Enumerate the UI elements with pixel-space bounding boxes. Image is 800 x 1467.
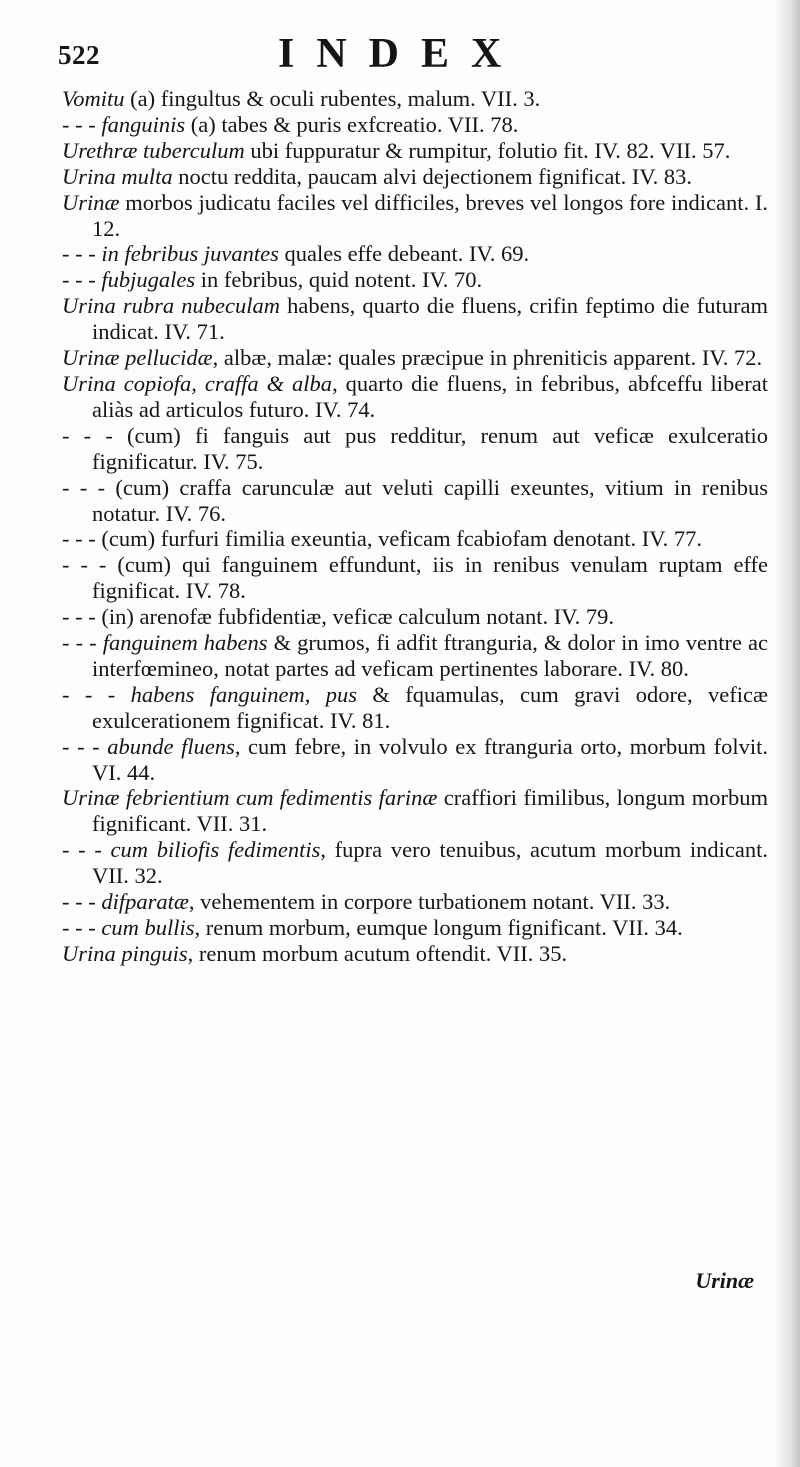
index-entry xyxy=(62,112,768,138)
index-entry xyxy=(62,164,768,190)
entry-head: Urina rubra nubeculam xyxy=(62,293,280,319)
index-entries xyxy=(62,86,768,967)
entry-head: - - - cum biliofis fedimentis xyxy=(62,837,321,863)
index-entry xyxy=(62,138,768,164)
index-entry xyxy=(62,889,768,915)
page-edge-shadow xyxy=(774,0,800,1467)
entry-text: (cum) furfuri fimilia exeuntia, veficam fcabiofam denotant. IV. 77. xyxy=(95,526,702,552)
entry-head: - - - difparatæ xyxy=(62,889,189,915)
index-entry xyxy=(62,734,768,786)
entry-text: (a) tabes & puris exfcreatio. VII. 78. xyxy=(185,111,519,137)
index-entry xyxy=(62,86,768,112)
entry-head: - - - xyxy=(62,552,107,578)
entry-text: quales effe debeant. IV. 69. xyxy=(278,241,530,267)
entry-head: Urinæ pellucidæ xyxy=(62,345,213,371)
index-entry xyxy=(62,190,768,242)
catchword: Urinæ xyxy=(695,1268,754,1293)
entry-text: , quarto die fluens, in febribus, abfceffu liberat aliàs ad articulos futuro. IV. 74. xyxy=(92,370,769,422)
entry-head: Urinæ xyxy=(62,189,120,215)
entry-text: (cum) qui fanguinem effundunt, iis in renibus venulam ruptam effe fignificat. IV. 78. xyxy=(92,552,768,604)
entry-head: - - - xyxy=(62,604,96,630)
entry-text: ubi fuppuratur & rumpitur, folutio fit. IV. 82. VII. 57. xyxy=(244,137,731,163)
index-entry xyxy=(62,526,768,552)
entry-text: & grumos, fi adfit ftranguria, & dolor in imo ventre ac interfœmineo, notat partes ad veficam pertinentes laborare. IV. 80. xyxy=(92,630,768,681)
index-entry xyxy=(62,941,768,967)
entry-text: (a) fingultus & oculi rubentes, malum. VII. 3. xyxy=(124,86,541,111)
entry-text: morbos judicatu faciles vel difficiles, breves vel longos fore indicant. I. 12. xyxy=(92,189,768,241)
index-entry xyxy=(62,345,768,371)
entry-head: - - - habens fanguinem, pus xyxy=(62,681,358,707)
index-entry xyxy=(62,785,768,837)
index-entry xyxy=(62,267,768,293)
page-number: 522 xyxy=(58,40,100,70)
index-entry xyxy=(62,682,768,734)
entry-text: , fupra vero tenuibus, acutum morbum indicant. VII. 32. xyxy=(92,837,768,889)
entry-text: , renum morbum, eumque longum fignificant. VII. 34. xyxy=(194,915,683,940)
entry-text: , vehementem in corpore turbationem notant. VII. 33. xyxy=(188,889,671,915)
entry-head: - - - fubjugales xyxy=(62,267,196,293)
entry-text: , renum morbum acutum oftendit. VII. 35. xyxy=(187,940,568,966)
index-entry xyxy=(62,604,768,630)
index-entry xyxy=(62,423,768,475)
entry-head: - - - xyxy=(62,474,106,500)
index-entry xyxy=(62,630,768,682)
entry-head: - - - abunde fluens xyxy=(62,733,235,759)
entry-head: Vomitu xyxy=(62,86,125,111)
index-entry xyxy=(62,915,768,941)
index-entry xyxy=(62,241,768,267)
index-entry xyxy=(62,837,768,889)
entry-head: Urethræ tuberculum xyxy=(62,137,245,163)
entry-head: - - - in febribus juvantes xyxy=(62,241,279,267)
index-entry xyxy=(62,293,768,345)
entry-head: - - - xyxy=(62,422,113,448)
entry-head: - - - fanguinem habens xyxy=(62,630,268,656)
entry-text: habens, quarto die fluens, crifin feptimo die futuram indicat. IV. 71. xyxy=(92,293,769,345)
entry-text: (cum) craffa carunculæ aut veluti capilli exeuntes, vitium in renibus notatur. IV. 76. xyxy=(92,474,768,526)
entry-text: (in) arenofæ fubfidentiæ, veficæ calculum notant. IV. 79. xyxy=(95,604,614,630)
index-entry xyxy=(62,371,768,423)
entry-head: - - - cum bullis xyxy=(62,915,195,940)
entry-text: , albæ, malæ: quales præcipue in phreniticis apparent. IV. 72. xyxy=(212,345,763,371)
entry-head: Urina multa xyxy=(62,163,173,189)
entry-head: Urinæ febrientium cum fedimentis farinæ xyxy=(62,785,438,811)
entry-text: in febribus, quid notent. IV. 70. xyxy=(195,267,483,293)
entry-text: , cum febre, in volvulo ex ftranguria orto, morbum folvit. VI. 44. xyxy=(92,733,768,785)
index-entry xyxy=(62,475,768,527)
entry-text: (cum) fi fanguis aut pus redditur, renum aut veficæ exulceratio fignificatur. IV. 75. xyxy=(92,422,769,474)
page-header xyxy=(58,26,758,86)
entry-head: Urina copiofa, craffa & alba xyxy=(62,370,333,396)
entry-head: - - - xyxy=(62,526,96,552)
entry-head: Urina pinguis xyxy=(62,940,188,966)
running-title: INDEX xyxy=(278,31,524,77)
entry-text: & fquamulas, cum gravi odore, veficæ exulcerationem fignificat. IV. 81. xyxy=(92,681,768,733)
entry-head: - - - fanguinis xyxy=(62,111,186,137)
entry-text: craffiori fimilibus, longum morbum fignificant. VII. 31. xyxy=(92,785,768,837)
entry-text: noctu reddita, paucam alvi dejectionem fignificat. IV. 83. xyxy=(172,163,693,189)
index-entry xyxy=(62,552,768,604)
